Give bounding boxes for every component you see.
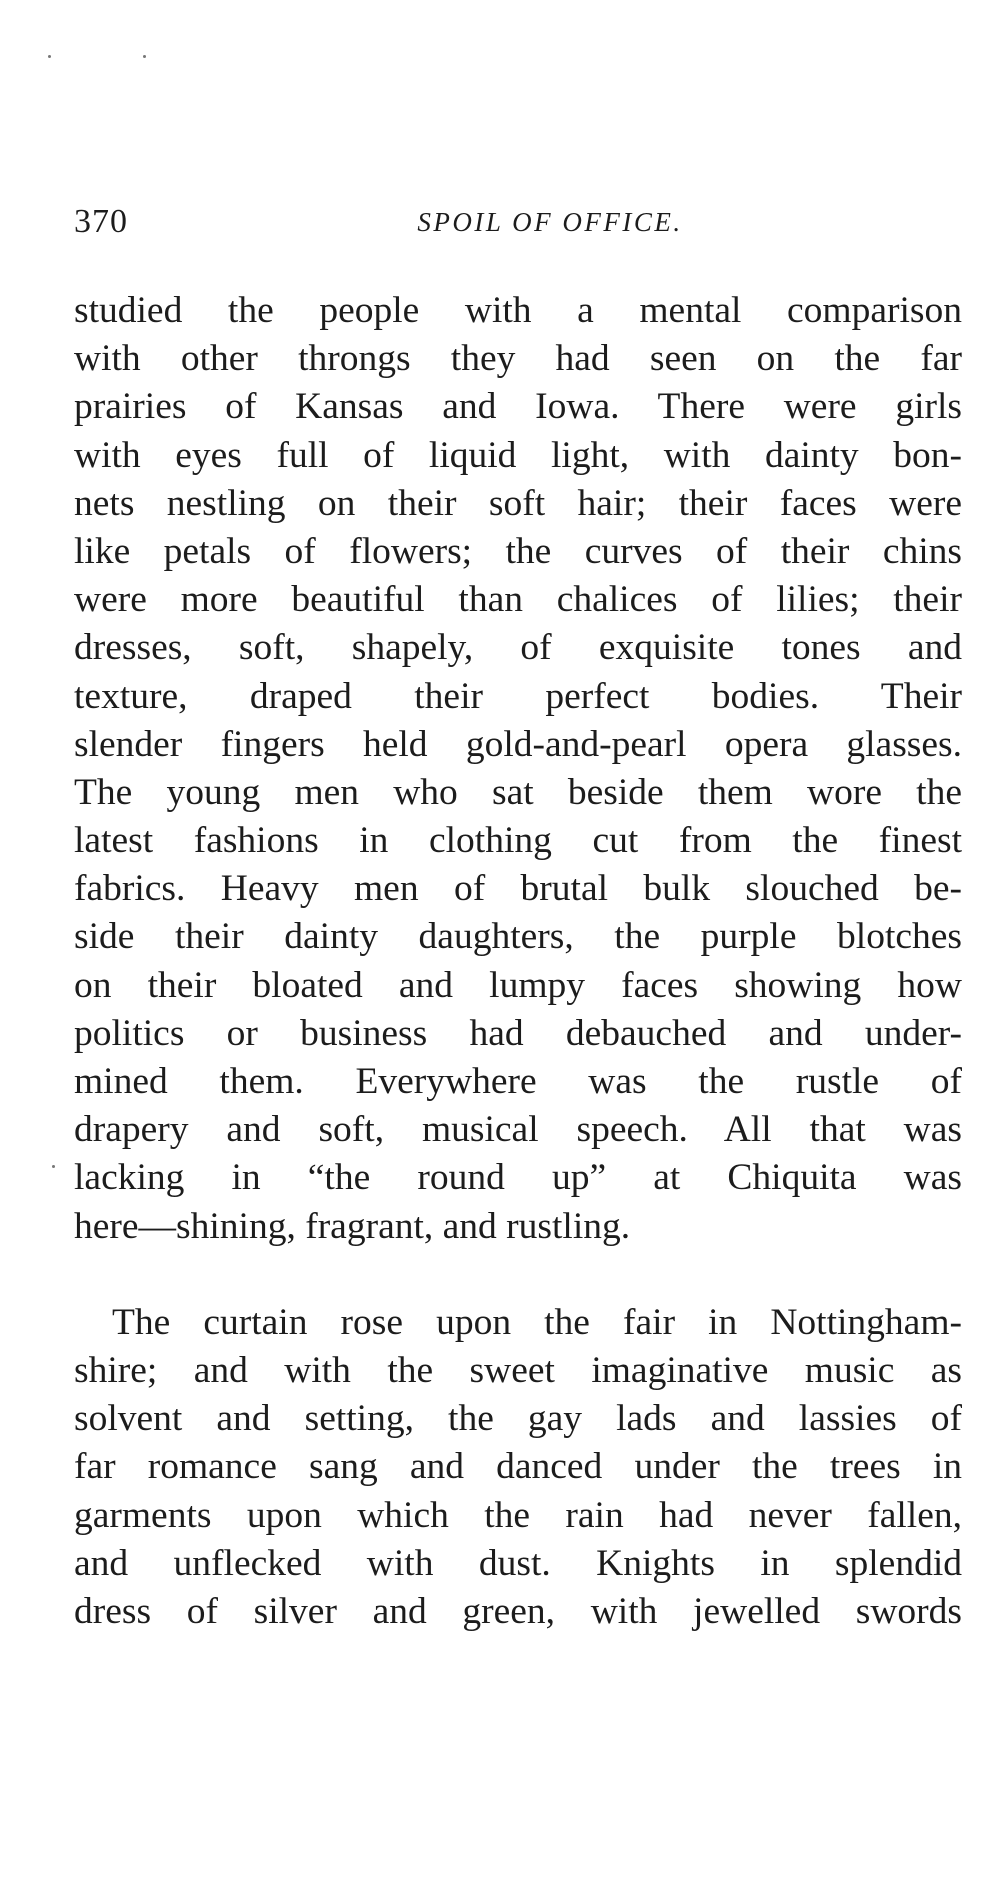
text-line: The curtain rose upon the fair in Nottingham- [112, 1301, 962, 1343]
paragraph [74, 1299, 962, 1636]
text-line: lacking in “the round up” at Chiquita was [74, 1157, 962, 1199]
print-speck [52, 1165, 55, 1168]
text-line: shire; and with the sweet imaginative music as [74, 1349, 962, 1391]
text-line: The young men who sat beside them wore the [74, 771, 962, 813]
text-line: solvent and setting, the gay lads and lassies of [74, 1398, 962, 1440]
text-line: drapery and soft, musical speech. All that was [74, 1109, 962, 1151]
text-line: on their bloated and lumpy faces showing how [74, 964, 962, 1006]
text-line: with other throngs they had seen on the far [74, 338, 962, 380]
text-line: side their dainty daughters, the purple blotches [74, 916, 962, 958]
text-line: like petals of flowers; the curves of their chins [74, 530, 962, 572]
text-line: prairies of Kansas and Iowa. There were girls [74, 386, 962, 428]
text-line: politics or business had debauched and under- [74, 1012, 962, 1054]
text-line: dresses, soft, shapely, of exquisite tones and [74, 627, 962, 669]
paragraph [74, 287, 962, 1251]
print-speck [143, 55, 146, 58]
text-line: garments upon which the rain had never fallen, [74, 1494, 962, 1536]
running-title: SPOIL OF OFFICE. [417, 207, 683, 237]
text-line: studied the people with a mental comparison [74, 290, 962, 331]
text-line: dress of silver and green, with jewelled swords [74, 1590, 962, 1632]
text-line: mined them. Everywhere was the rustle of [74, 1061, 962, 1102]
text-line: and unflecked with dust. Knights in splendid [74, 1542, 962, 1584]
body-text [74, 287, 962, 1636]
text-line: slender fingers held gold-and-pearl opera glasses. [74, 723, 962, 765]
text-line: here—shining, fragrant, and rustling. [74, 1205, 631, 1247]
text-line: were more beautiful than chalices of lilies; their [74, 579, 962, 621]
page-header [74, 200, 966, 244]
print-speck [48, 55, 51, 58]
page-number: 370 [74, 203, 128, 240]
text-line: texture, draped their perfect bodies. Their [74, 675, 962, 717]
text-line: far romance sang and danced under the trees in [74, 1446, 962, 1488]
text-line: with eyes full of liquid light, with dainty bon- [74, 434, 962, 476]
text-line: fabrics. Heavy men of brutal bulk slouched be- [74, 868, 962, 910]
text-line: nets nestling on their soft hair; their faces were [74, 482, 962, 524]
text-line: latest fashions in clothing cut from the finest [74, 820, 962, 862]
